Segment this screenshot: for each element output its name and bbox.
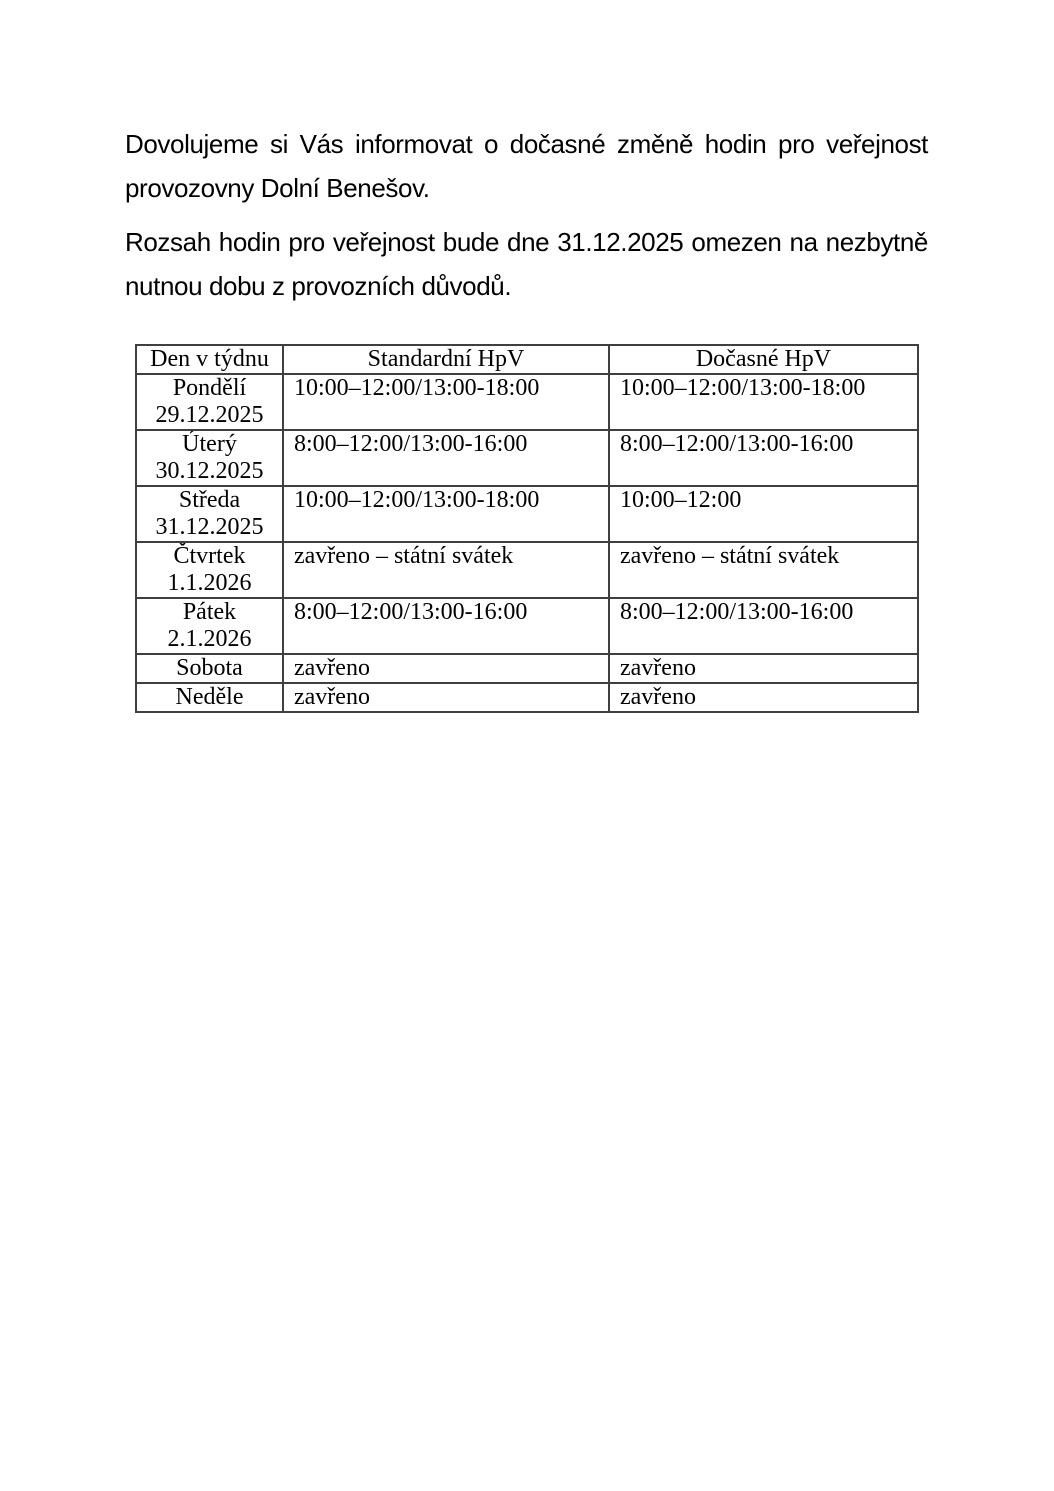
intro-paragraph-2 [125,220,928,308]
table-row [136,542,918,598]
day-cell [136,654,283,683]
col-header-day: Den v týdnu [136,345,283,374]
col-header-temporary-hours: Dočasné HpV [609,345,918,374]
paragraph-2-line-1: Rozsah hodin pro veřejnost bude dne 31.12.2025 omezen na nezbytně [125,227,928,257]
paragraph-1-line-1: Dovolujeme si Vás informovat o dočasné změně hodin pro veřejnost [125,129,928,159]
temporary-hours-cell: 10:00–12:00/13:00-18:00 [609,374,918,430]
table-row [136,430,918,486]
day-date: 30.12.2025 [155,458,264,484]
standard-hours-cell: zavřeno [283,683,609,712]
day-name: Čtvrtek [173,543,246,569]
day-date: 31.12.2025 [155,514,264,540]
opening-hours-table [135,344,919,713]
day-name: Pondělí [172,375,247,401]
standard-hours-cell: 10:00–12:00/13:00-18:00 [283,374,609,430]
day-name: Sobota [176,655,243,681]
table-row [136,486,918,542]
table-row [136,374,918,430]
standard-hours-cell: 8:00–12:00/13:00-16:00 [283,598,609,654]
day-cell [136,374,283,430]
day-name: Neděle [175,684,244,710]
day-name: Středa [178,487,241,513]
day-date: 29.12.2025 [155,402,264,428]
day-date: 1.1.2026 [167,570,252,596]
day-date: 2.1.2026 [167,626,252,652]
standard-hours-cell: zavřeno – státní svátek [283,542,609,598]
standard-hours-cell: zavřeno [283,654,609,683]
day-cell [136,598,283,654]
temporary-hours-cell: 10:00–12:00 [609,486,918,542]
day-cell [136,683,283,712]
paragraph-1-line-2: provozovny Dolní Benešov. [125,173,430,203]
day-cell [136,430,283,486]
standard-hours-cell: 8:00–12:00/13:00-16:00 [283,430,609,486]
paragraph-2-line-2: nutnou dobu z provozních důvodů. [125,271,512,301]
temporary-hours-cell: 8:00–12:00/13:00-16:00 [609,430,918,486]
table-header-row [136,345,918,374]
day-cell [136,486,283,542]
table-row [136,598,918,654]
table-row [136,654,918,683]
day-name: Úterý [182,431,237,457]
temporary-hours-cell: 8:00–12:00/13:00-16:00 [609,598,918,654]
temporary-hours-cell: zavřeno [609,683,918,712]
temporary-hours-cell: zavřeno [609,654,918,683]
table-row [136,683,918,712]
col-header-standard-hours: Standardní HpV [283,345,609,374]
intro-paragraph-1 [125,122,928,210]
temporary-hours-cell: zavřeno – státní svátek [609,542,918,598]
standard-hours-cell: 10:00–12:00/13:00-18:00 [283,486,609,542]
day-cell [136,542,283,598]
day-name: Pátek [182,599,237,625]
